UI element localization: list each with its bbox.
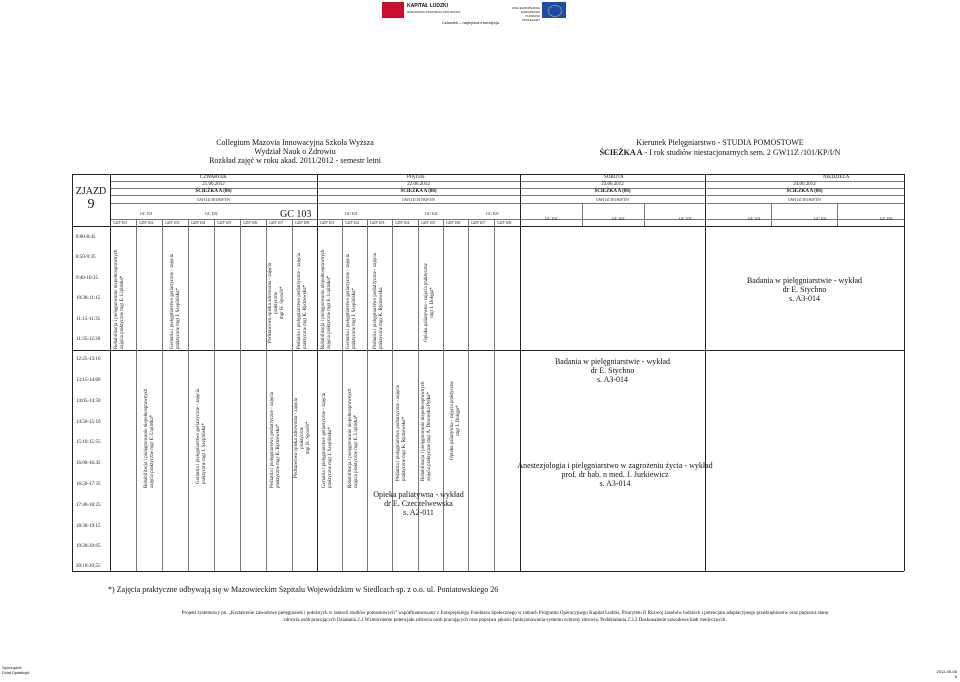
gc-fri-103: GC 103 xyxy=(486,211,499,216)
day-path: ŚCIEŻKA A (86) xyxy=(594,189,631,194)
entry-fri-pm-5 xyxy=(450,381,462,460)
day-date: 23.06.2012 xyxy=(601,182,624,187)
print-date: 2012-05-08 xyxy=(936,669,957,674)
gzp-fri-7: GZP 107 xyxy=(471,220,486,225)
college-name: Collegium Mazovia Innowacyjna Szkoła Wyższa xyxy=(216,138,374,147)
gzp-thu-8: GZP 108 xyxy=(295,220,310,225)
entry-thu-pm-4 xyxy=(294,398,312,478)
time-slot: 11:35-12:20 xyxy=(76,337,101,342)
entry-fri-am-4 xyxy=(424,263,436,342)
lecture-room: s. A3-014 xyxy=(788,294,821,303)
gzp-thu-1: GZP 101 xyxy=(113,220,128,225)
tagline: Człowiek – najlepsza inwestycja xyxy=(442,20,499,25)
program-name: Kierunek Pielęgniarstwo - STUDIA POMOSTOWE xyxy=(636,138,804,147)
time-slot: 10:30-11:15 xyxy=(76,296,101,301)
lecture-sat-anesthesiology xyxy=(505,461,725,488)
header-left xyxy=(160,138,430,165)
entry-line: zajęcia praktyczne mgr E. Lipińska* xyxy=(120,275,125,349)
entry-line: praktyczne xyxy=(274,291,279,314)
lecture-room: s. A2-011 xyxy=(403,508,434,517)
day-header-sunday xyxy=(705,175,904,202)
entry-line: mgr H. Sposób* xyxy=(306,421,311,455)
eu-sub: EUROPEJSKI FUNDUSZ SPOŁECZNY xyxy=(520,10,540,22)
entry-thu-pm-1 xyxy=(144,388,156,488)
path-rest: - I rok studiów niestacjonarnych sem. 2 GW11Z /101/KP/I/N xyxy=(642,148,841,157)
footnote: *) Zajęcia praktyczne odbywają się w Mazowieckim Szpitalu Wojewódzkim w Siedlcach sp. z o.o. ul. Poniatowskiego 26 xyxy=(108,585,499,594)
gc-thu-103: GC 103 xyxy=(280,209,312,220)
entry-line: praktyczne xyxy=(300,426,305,449)
time-slot: 8:00-8:45 xyxy=(76,235,96,240)
day-path: ŚCIEŻKA A (86) xyxy=(195,189,232,194)
entry-line: zajęcia praktyczne mgr E. Lipińska* xyxy=(150,414,155,488)
lecture-fri-palliative xyxy=(317,490,520,517)
project-line-1: Projekt systemowy pn. „Kształcenie zawodowe pielęgniarek i położnych w ramach studiów pomostowych” współfinansowany z Europejskiego Funduszu Społecznego w ramach Programu Operacyjnego Kapitał Ludzki, Priorytetu II Rozwój zasobów ludzkich i potencjału adaptacyjnego przedsiębiorstw oraz poprawa stanu xyxy=(181,611,829,616)
day-group: GW11Z/101/KP/I/N xyxy=(402,197,435,202)
entry-thu-am-1 xyxy=(114,249,126,349)
day-header-thursday xyxy=(110,175,317,202)
eu-flag-logo xyxy=(542,2,566,18)
entry-line: Opieka paliatywna - zajęcia praktyczne xyxy=(424,263,429,342)
lecture-title: Badania w pielęgniarstwie - wykład xyxy=(554,357,671,366)
project-info xyxy=(75,610,935,624)
entry-line: praktyczne mgr I. Szeplińska* xyxy=(352,288,357,349)
time-slot: 14:50-15:10 xyxy=(76,420,101,425)
lecture-title: Anestezjologia i pielęgniarstwo w zagrożeniu życia - wykład xyxy=(517,461,713,470)
entry-fri-pm-1 xyxy=(322,393,334,488)
gzp-thu-7: GZP 107 xyxy=(269,220,284,225)
day-group: GW11Z/101/KP/I/N xyxy=(197,197,230,202)
kapital-ludzki-logo xyxy=(382,2,404,18)
faculty-name: Wydział Nauk o Zdrowiu xyxy=(254,147,336,156)
time-slot: 8:50-9:35 xyxy=(76,255,96,260)
entry-line: Pediatria i pielęgniarstwo pediatryczne - zajęcia xyxy=(270,392,275,488)
time-slot: 14:05-14:50 xyxy=(76,399,101,404)
time-slot: 11:15-11:35 xyxy=(76,317,101,322)
entry-line: Podstawowa opieka zdrowotna - zajęcia xyxy=(294,397,299,478)
time-slot: 16:50-17:35 xyxy=(76,482,101,487)
time-slot: 18:30-19:15 xyxy=(76,524,101,529)
time-slot: 9:40-10:25 xyxy=(76,276,98,281)
path-bold: ŚCIEŻKA A xyxy=(599,148,643,157)
time-slot: 20:10-20:55 xyxy=(76,564,101,569)
entry-line: mgr H. Sposób* xyxy=(280,286,285,320)
gc-sun-103: GC 103 xyxy=(880,216,893,221)
entry-line: praktyczne mgr K. Rydzewska* xyxy=(276,424,281,488)
header-right xyxy=(560,138,880,158)
gzp-thu-5: GZP 105 xyxy=(217,220,232,225)
entry-fri-pm-2 xyxy=(348,388,360,488)
day-name: NIEDZIELA xyxy=(823,175,850,180)
lecture-sat-research xyxy=(520,357,705,384)
gzp-thu-6: GZP 106 xyxy=(243,220,258,225)
entry-line: zajęcia praktyczne mgr E. Lipińska* xyxy=(327,275,332,349)
logo-area xyxy=(382,2,582,32)
entry-line: Opieka paliatywna - zajęcia praktyczne xyxy=(450,381,455,460)
day-header-saturday xyxy=(520,175,705,202)
gzp-fri-8: GZP 108 xyxy=(497,220,512,225)
zjazd-cell xyxy=(72,186,110,213)
lecture-room: s. A3-014 xyxy=(596,375,629,384)
page-number: 8 xyxy=(954,674,957,679)
entry-line: praktyczne mgr I. Szeplińska* xyxy=(202,423,207,484)
zjazd-label: ZJAZD xyxy=(75,186,107,197)
lecture-title: Badania w pielęgniarstwie - wykład xyxy=(746,276,863,285)
entry-line: praktyczne mgr I. Szeplińska* xyxy=(176,288,181,349)
gc-fri-102: GC 102 xyxy=(425,211,438,216)
print-info xyxy=(925,669,957,679)
project-line-2: zdrowia osób pracujących Działania 2.3 Wzmocnienie potencjału zdrowia osób pracujących oraz poprawa jakości funkcjonowania systemu ochrony zdrowia, Poddziałania 2.3.2 Doskonalenie zawodowe kadr medycznych. xyxy=(283,618,727,623)
entry-line: Geriatria i pielęgniarstwo geriatryczne - zajęcia xyxy=(346,253,351,349)
day-date: 22.06.2012 xyxy=(407,182,430,187)
day-name: PIĄTEK xyxy=(407,175,425,180)
gc-sun-101: GC 101 xyxy=(748,216,761,221)
day-date: 21.06.2012 xyxy=(202,182,225,187)
entry-thu-am-3 xyxy=(268,263,286,343)
semester-title: Rozkład zajęć w roku akad. 2011/2012 - semestr letni xyxy=(209,156,381,165)
entry-line: Rehabilitacja i pielęgnowanie niepełnosprawnych xyxy=(114,249,119,349)
entry-fri-pm-4 xyxy=(421,381,433,481)
time-slot: 15:10-15:55 xyxy=(76,440,101,445)
gzp-fri-1: GZP 101 xyxy=(320,220,335,225)
entry-thu-am-2 xyxy=(170,254,182,349)
gzp-fri-4: GZP 104 xyxy=(395,220,410,225)
lecture-lecturer: dr E. Czeczelwewska xyxy=(384,499,453,508)
gzp-fri-3: GZP 103 xyxy=(370,220,385,225)
entry-line: Geriatria i pielęgniarstwo geriatryczne - zajęcia xyxy=(196,388,201,484)
entry-line: Pediatria i pielęgniarstwo pediatryczne - zajęcia xyxy=(373,253,378,349)
prepared-dept: Dział Dydaktyki xyxy=(2,670,30,675)
day-name: SOBOTA xyxy=(604,175,624,180)
gc-thu-102: GC 102 xyxy=(205,211,218,216)
gc-sat-101: GC 101 xyxy=(545,216,558,221)
day-date: 24.06.2012 xyxy=(793,182,816,187)
prepared-by xyxy=(2,665,29,675)
entry-line: mgr I. Dołęga* xyxy=(430,287,435,318)
gc-thu-101: GC 101 xyxy=(140,211,153,216)
gzp-fri-6: GZP 106 xyxy=(446,220,461,225)
gc-sun-102: GC 102 xyxy=(814,216,827,221)
gc-sat-102: GC 102 xyxy=(612,216,625,221)
gzp-thu-4: GZP 104 xyxy=(191,220,206,225)
kl-sub: NARODOWA STRATEGIA SPÓJNOŚCI xyxy=(407,10,461,14)
entry-thu-am-4 xyxy=(297,253,309,349)
gzp-fri-2: GZP 102 xyxy=(345,220,360,225)
entry-line: Podstawowa opieka zdrowotna - zajęcia xyxy=(268,262,273,343)
day-group: GW11Z/101/KP/I/N xyxy=(788,197,821,202)
time-slot: 19:20-20:05 xyxy=(76,544,101,549)
entry-thu-pm-3 xyxy=(270,392,282,488)
entry-line: praktyczne mgr I. Szeplińska* xyxy=(328,427,333,488)
entry-line: zajęcia praktyczne mgr E. Lipińska* xyxy=(354,414,359,488)
time-slot: 12:25-13:10 xyxy=(76,357,101,362)
entry-thu-pm-2 xyxy=(196,389,208,484)
day-path: ŚCIEŻKA A (86) xyxy=(786,189,823,194)
entry-fri-am-1 xyxy=(321,249,333,349)
entry-line: Pediatria i pielęgniarstwo pediatryczne - zajęcia xyxy=(396,385,401,481)
lecture-room: s. A3-014 xyxy=(599,479,631,488)
entry-line: Rehabilitacja i pielęgnowanie niepełnosprawnych xyxy=(348,388,353,488)
lecture-lecturer: dr E. Stychno xyxy=(782,285,827,294)
day-group: GW11Z/101/KP/I/N xyxy=(596,197,629,202)
time-slot: 17:40-18:25 xyxy=(76,503,101,508)
entry-line: Geriatria i pielęgniarstwo geriatryczne - zajęcia xyxy=(322,392,327,488)
entry-line: Pediatria i pielęgniarstwo pediatryczne - zajęcia xyxy=(297,253,302,349)
day-name: CZWARTEK xyxy=(200,175,227,180)
entry-line: Rehabilitacja i pielęgnowanie niepełnosprawnych xyxy=(321,249,326,349)
entry-line: mgr I. Dołęga* xyxy=(456,405,461,436)
day-path: ŚCIEŻKA A (86) xyxy=(400,189,437,194)
gzp-thu-3: GZP 103 xyxy=(165,220,180,225)
lecture-lecturer: prof. dr hab. n med. J. Jurkiewicz xyxy=(561,470,669,479)
gc-fri-101: GC 101 xyxy=(345,211,358,216)
entry-line: praktyczne mgr K. Rydzewska* xyxy=(303,285,308,349)
entry-line: praktyczne mgr K. Rydzewska* xyxy=(402,417,407,481)
kl-name: KAPITAŁ LUDZKI xyxy=(407,3,449,9)
entry-fri-am-3 xyxy=(373,253,385,349)
program-path xyxy=(560,148,880,158)
entry-line: Rehabilitacja i pielęgnowanie niepełnosprawnych xyxy=(144,388,149,488)
lecture-title: Opieka paliatywna - wykład xyxy=(373,490,464,499)
time-slot: 16:00-16:45 xyxy=(76,461,101,466)
prepared-label: Sporządził: xyxy=(2,665,22,670)
day-header-friday xyxy=(317,175,520,202)
entry-line: Rehabilitacja i pielęgnowanie niepełnosprawnych xyxy=(421,381,426,481)
lecture-lecturer: dr E. Stychno xyxy=(590,366,635,375)
lecture-sun-research xyxy=(705,276,904,303)
entry-fri-am-2 xyxy=(346,254,358,349)
gc-sat-103: GC 103 xyxy=(679,216,692,221)
entry-fri-pm-3 xyxy=(396,385,408,481)
gzp-fri-5: GZP 105 xyxy=(421,220,436,225)
entry-line: praktyczne mgr K. Rydzewska xyxy=(379,287,384,349)
time-slot: 13:15-14:00 xyxy=(76,378,101,383)
eu-name: UNIA EUROPEJSKA xyxy=(511,6,540,10)
zjazd-number: 9 xyxy=(87,197,95,212)
entry-line: zajęcia praktyczne mgr A. Dmowska Pyłka* xyxy=(427,392,432,481)
gzp-thu-2: GZP 102 xyxy=(139,220,154,225)
entry-line: Geriatria i pielęgniarstwo geriatryczne - zajęcia xyxy=(170,253,175,349)
